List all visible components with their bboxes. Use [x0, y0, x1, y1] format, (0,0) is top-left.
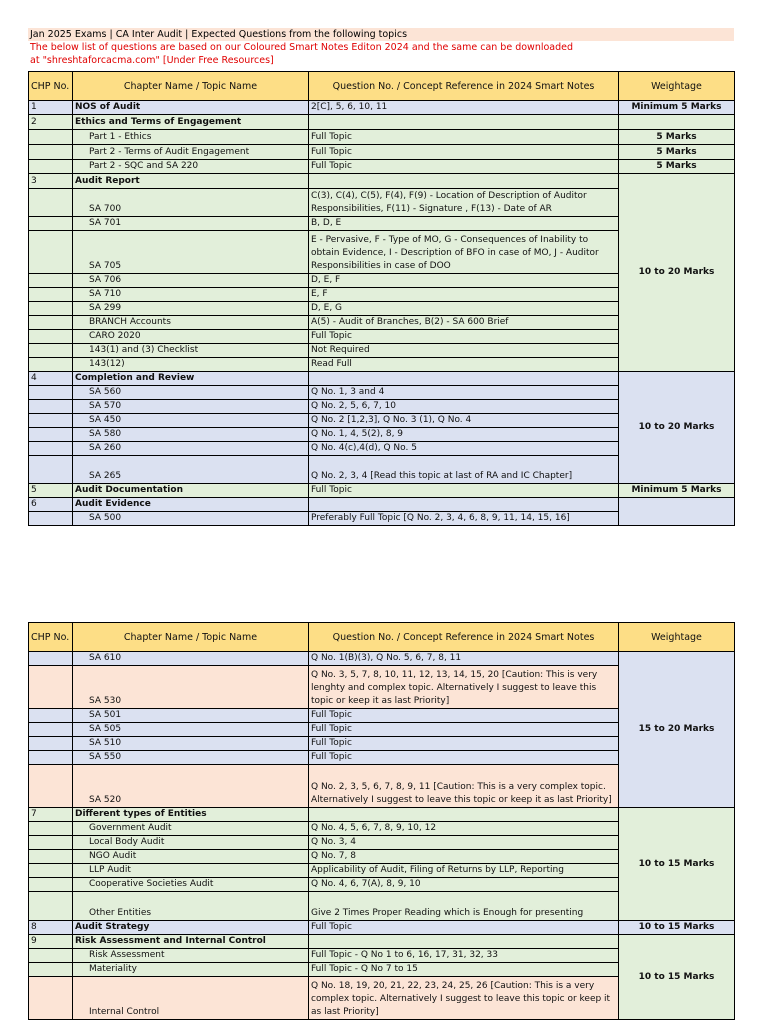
reference-cell: Full Topic - Q No 7 to 15: [309, 963, 619, 977]
topic-name-cell: Part 2 - SQC and SA 220: [73, 160, 309, 174]
reference-cell: Q No. 1, 3 and 4: [309, 386, 619, 400]
chapter-number-cell: 9: [29, 935, 73, 949]
chapter-number-cell: [29, 274, 73, 288]
reference-cell: Q No. 4, 6, 7(A), 8, 9, 10: [309, 878, 619, 892]
chapter-column-header: Chapter Name / Topic Name: [73, 623, 309, 652]
topic-name-cell: Other Entities: [73, 892, 309, 921]
topic-name-cell: BRANCH Accounts: [73, 316, 309, 330]
topic-name-cell: CARO 2020: [73, 330, 309, 344]
topic-name-cell: SA 450: [73, 414, 309, 428]
table-row: [29, 498, 735, 512]
chapter-number-cell: 3: [29, 174, 73, 189]
topic-name-cell: 143(1) and (3) Checklist: [73, 344, 309, 358]
topic-name-cell: NOS of Audit: [73, 101, 309, 115]
weightage-cell: 5 Marks: [619, 145, 735, 160]
topic-name-cell: SA 501: [73, 709, 309, 723]
header-row: [29, 623, 735, 652]
topic-name-cell: Local Body Audit: [73, 836, 309, 850]
chapter-number-cell: [29, 344, 73, 358]
topics-table-2: [28, 622, 735, 1020]
chapter-number-cell: [29, 977, 73, 1020]
topic-name-cell: SA 260: [73, 442, 309, 456]
reference-cell: Q No. 2 [1,2,3], Q No. 3 (1), Q No. 4: [309, 414, 619, 428]
weightage-cell: Minimum 5 Marks: [619, 101, 735, 115]
topic-name-cell: NGO Audit: [73, 850, 309, 864]
weightage-cell: [619, 498, 735, 526]
topic-name-cell: Completion and Review: [73, 372, 309, 386]
chapter-number-cell: [29, 130, 73, 145]
table-row: [29, 115, 735, 130]
weightage-column-header: Weightage: [619, 623, 735, 652]
reference-cell: 2[C], 5, 6, 10, 11: [309, 101, 619, 115]
topic-name-cell: Risk Assessment: [73, 949, 309, 963]
document-header: [28, 28, 734, 67]
table-row: [29, 101, 735, 115]
reference-cell: B, D, E: [309, 217, 619, 231]
topic-name-cell: SA 265: [73, 456, 309, 484]
weightage-cell: 10 to 15 Marks: [619, 935, 735, 1020]
table-row: [29, 808, 735, 822]
chapter-number-cell: [29, 822, 73, 836]
topic-name-cell: SA 500: [73, 512, 309, 526]
topic-name-cell: SA 700: [73, 189, 309, 217]
topic-name-cell: SA 570: [73, 400, 309, 414]
topic-name-cell: Audit Report: [73, 174, 309, 189]
weightage-cell: Minimum 5 Marks: [619, 484, 735, 498]
reference-cell: A(5) - Audit of Branches, B(2) - SA 600 Brief: [309, 316, 619, 330]
reference-cell: Full Topic: [309, 145, 619, 160]
topic-name-cell: SA 510: [73, 737, 309, 751]
chapter-column-header: Chapter Name / Topic Name: [73, 72, 309, 101]
reference-cell: Q No. 2, 3, 5, 6, 7, 8, 9, 11 [Caution: This is a very complex topic. Alternatively I suggest to leave this topic or keep it as last Priority]: [309, 765, 619, 808]
chapter-number-cell: [29, 288, 73, 302]
topic-name-cell: SA 530: [73, 666, 309, 709]
table-row: [29, 935, 735, 949]
topic-name-cell: SA 550: [73, 751, 309, 765]
chapter-number-cell: 6: [29, 498, 73, 512]
topic-name-cell: Materiality: [73, 963, 309, 977]
topic-name-cell: 143(12): [73, 358, 309, 372]
reference-column-header: Question No. / Concept Reference in 2024 Smart Notes: [309, 72, 619, 101]
chapter-number-cell: [29, 737, 73, 751]
topic-name-cell: Audit Documentation: [73, 484, 309, 498]
reference-cell: Full Topic: [309, 709, 619, 723]
chapter-number-cell: [29, 442, 73, 456]
topic-name-cell: SA 710: [73, 288, 309, 302]
topic-name-cell: Government Audit: [73, 822, 309, 836]
reference-column-header: Question No. / Concept Reference in 2024 Smart Notes: [309, 623, 619, 652]
reference-cell: Not Required: [309, 344, 619, 358]
reference-cell: Full Topic: [309, 737, 619, 751]
topic-name-cell: Part 2 - Terms of Audit Engagement: [73, 145, 309, 160]
reference-cell: [309, 498, 619, 512]
chapter-number-cell: [29, 145, 73, 160]
topic-name-cell: Part 1 - Ethics: [73, 130, 309, 145]
topic-name-cell: Cooperative Societies Audit: [73, 878, 309, 892]
topic-name-cell: SA 701: [73, 217, 309, 231]
download-note: at "shreshtaforcacma.com" [Under Free Resources]: [30, 55, 274, 66]
topics-table-1: [28, 71, 735, 526]
chapter-number-cell: [29, 414, 73, 428]
chapter-number-cell: [29, 217, 73, 231]
chapter-number-cell: [29, 878, 73, 892]
chapter-number-cell: 4: [29, 372, 73, 386]
reference-cell: Q No. 2, 5, 6, 7, 10: [309, 400, 619, 414]
reference-cell: Full Topic: [309, 751, 619, 765]
weightage-cell: [619, 115, 735, 130]
reference-cell: Q No. 2, 3, 4 [Read this topic at last of RA and IC Chapter]: [309, 456, 619, 484]
reference-cell: [309, 372, 619, 386]
table-row: [29, 652, 735, 666]
reference-cell: [309, 115, 619, 130]
table-row: [29, 484, 735, 498]
topic-name-cell: LLP Audit: [73, 864, 309, 878]
reference-cell: [309, 808, 619, 822]
exam-title: Jan 2025 Exams | CA Inter Audit | Expected Questions from the following topics: [28, 28, 734, 41]
chapter-number-cell: [29, 316, 73, 330]
chapter-number-cell: [29, 836, 73, 850]
chp-column-header: CHP No.: [29, 623, 73, 652]
chapter-number-cell: [29, 330, 73, 344]
chapter-number-cell: 8: [29, 921, 73, 935]
reference-cell: [309, 174, 619, 189]
chapter-number-cell: [29, 864, 73, 878]
chapter-number-cell: [29, 302, 73, 316]
chapter-number-cell: [29, 850, 73, 864]
weightage-cell: 10 to 20 Marks: [619, 174, 735, 372]
reference-cell: Full Topic: [309, 921, 619, 935]
reference-cell: Full Topic: [309, 484, 619, 498]
reference-cell: [309, 935, 619, 949]
header-row: [29, 72, 735, 101]
reference-cell: Give 2 Times Proper Reading which is Enough for presenting: [309, 892, 619, 921]
reference-cell: D, E, F: [309, 274, 619, 288]
topic-name-cell: SA 299: [73, 302, 309, 316]
chapter-number-cell: [29, 386, 73, 400]
chapter-number-cell: [29, 160, 73, 174]
weightage-cell: 10 to 15 Marks: [619, 808, 735, 921]
weightage-column-header: Weightage: [619, 72, 735, 101]
topic-name-cell: SA 705: [73, 231, 309, 274]
reference-cell: C(3), C(4), C(5), F(4), F(9) - Location of Description of Auditor Responsibilities, F(11) - Signature , F(13) - Date of AR: [309, 189, 619, 217]
reference-cell: Q No. 4(c),4(d), Q No. 5: [309, 442, 619, 456]
weightage-cell: 10 to 15 Marks: [619, 921, 735, 935]
reference-cell: Read Full: [309, 358, 619, 372]
chapter-number-cell: 2: [29, 115, 73, 130]
table-row: [29, 145, 735, 160]
topic-name-cell: Audit Strategy: [73, 921, 309, 935]
table-row: [29, 921, 735, 935]
chapter-number-cell: [29, 949, 73, 963]
reference-cell: Q No. 1, 4, 5(2), 8, 9: [309, 428, 619, 442]
chapter-number-cell: 1: [29, 101, 73, 115]
reference-cell: D, E, G: [309, 302, 619, 316]
topic-name-cell: Audit Evidence: [73, 498, 309, 512]
chapter-number-cell: [29, 400, 73, 414]
weightage-cell: 10 to 20 Marks: [619, 372, 735, 484]
reference-cell: E, F: [309, 288, 619, 302]
reference-cell: Full Topic: [309, 160, 619, 174]
reference-cell: Preferably Full Topic [Q No. 2, 3, 4, 6, 8, 9, 11, 14, 15, 16]: [309, 512, 619, 526]
topic-name-cell: SA 520: [73, 765, 309, 808]
reference-cell: Full Topic: [309, 330, 619, 344]
topic-name-cell: SA 560: [73, 386, 309, 400]
chapter-number-cell: [29, 189, 73, 217]
table-row: [29, 160, 735, 174]
reference-cell: Applicability of Audit, Filing of Returns by LLP, Reporting: [309, 864, 619, 878]
topic-name-cell: Internal Control: [73, 977, 309, 1020]
chp-column-header: CHP No.: [29, 72, 73, 101]
weightage-cell: 5 Marks: [619, 160, 735, 174]
weightage-cell: 5 Marks: [619, 130, 735, 145]
chapter-number-cell: [29, 892, 73, 921]
reference-cell: Full Topic: [309, 130, 619, 145]
chapter-number-cell: [29, 666, 73, 709]
chapter-number-cell: [29, 709, 73, 723]
weightage-cell: 15 to 20 Marks: [619, 652, 735, 808]
chapter-number-cell: [29, 358, 73, 372]
chapter-number-cell: [29, 428, 73, 442]
topic-name-cell: Different types of Entities: [73, 808, 309, 822]
reference-cell: Q No. 4, 5, 6, 7, 8, 9, 10, 12: [309, 822, 619, 836]
chapter-number-cell: 7: [29, 808, 73, 822]
topic-name-cell: SA 610: [73, 652, 309, 666]
topic-name-cell: Ethics and Terms of Engagement: [73, 115, 309, 130]
reference-cell: Full Topic - Q No 1 to 6, 16, 17, 31, 32, 33: [309, 949, 619, 963]
chapter-number-cell: [29, 963, 73, 977]
topic-name-cell: SA 580: [73, 428, 309, 442]
chapter-number-cell: [29, 231, 73, 274]
topic-name-cell: SA 505: [73, 723, 309, 737]
chapter-number-cell: [29, 512, 73, 526]
topic-name-cell: Risk Assessment and Internal Control: [73, 935, 309, 949]
chapter-number-cell: [29, 456, 73, 484]
reference-cell: Full Topic: [309, 723, 619, 737]
chapter-number-cell: [29, 765, 73, 808]
table-row: [29, 174, 735, 189]
topic-name-cell: SA 706: [73, 274, 309, 288]
reference-cell: E - Pervasive, F - Type of MO, G - Consequences of Inability to obtain Evidence, I - Description of BFO in case of MO, J - Auditor Responsibilities in case of DOO: [309, 231, 619, 274]
chapter-number-cell: [29, 652, 73, 666]
reference-cell: Q No. 18, 19, 20, 21, 22, 23, 24, 25, 26 [Caution: This is a very complex topic. Alternatively I suggest to leave this topic or keep it as last Priority]: [309, 977, 619, 1020]
reference-cell: Q No. 3, 4: [309, 836, 619, 850]
table-row: [29, 372, 735, 386]
source-note: The below list of questions are based on our Coloured Smart Notes Editon 2024 and the same can be downloaded: [30, 42, 574, 53]
reference-cell: Q No. 1(B)(3), Q No. 5, 6, 7, 8, 11: [309, 652, 619, 666]
chapter-number-cell: [29, 723, 73, 737]
reference-cell: Q No. 3, 5, 7, 8, 10, 11, 12, 13, 14, 15, 20 [Caution: This is very lenghty and complex topic. Alternatively I suggest to leave this topic or keep it as last Priority]: [309, 666, 619, 709]
reference-cell: Q No. 7, 8: [309, 850, 619, 864]
chapter-number-cell: [29, 751, 73, 765]
table-row: [29, 130, 735, 145]
chapter-number-cell: 5: [29, 484, 73, 498]
